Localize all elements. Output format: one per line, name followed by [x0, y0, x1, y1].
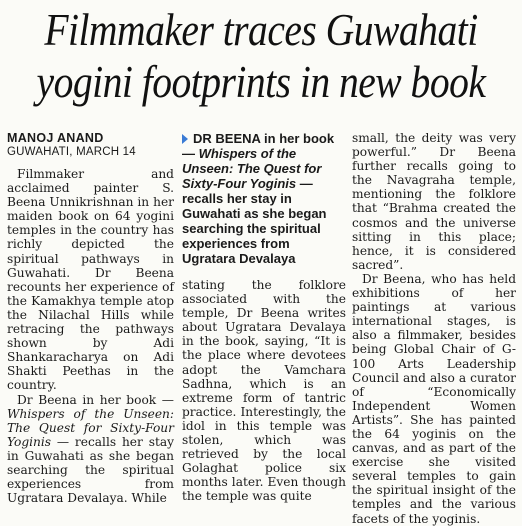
author-byline: MANOJ ANAND [7, 131, 104, 145]
pull-quote-rest: — recalls her stay in Guwahati as she began searching the spiritual experiences from Ugratara Devalaya [182, 176, 327, 266]
pull-quote-marker-icon [182, 134, 188, 144]
paragraph [7, 393, 174, 506]
paragraph-rest: — recalls her stay in Guwahati as she began searching the spiritual experiences from Ugratara Devalaya. While [7, 434, 174, 506]
article-column-1 [7, 131, 174, 505]
paragraph: stating the folklore associated with the temple, Dr Beena writes about Ugratara Devalaya in the book, saying, “It is the place where devotees adopt the Vamchara Sadhna, which is an extreme form of tantric practice. Interestingly, the idol in this temple was stolen, which was retrieved by the local Golaghat police six months later. Even though the temple was quite [182, 278, 346, 504]
pull-quote-name: DR BEENA [193, 131, 261, 146]
article-column-3 [352, 131, 516, 526]
paragraph: Filmmaker and acclaimed painter S. Beena Unnikrishnan in her maiden book on 64 yogini temples in the country has richly depicted the spiritual pathways in Guwahati. Dr Beena recounts her experience of the Kamakhya temple atop the Nilachal Hills while retracing the pathways shown by Adi Shankaracharya on Adi Shakti Peethas in the country. [7, 167, 174, 393]
paragraph: Dr Beena, who has held exhibitions of her paintings at various international stages, is also a filmmaker, besides being Global Chair of G-100 Arts Leadership Council and also a curator of “Economically Independent Women Artists”. She has painted the 64 yoginis on the canvas, and as part of the exercise she visited several temples to gain the spiritual insight of the temples and the various facets of the yoginis. [352, 271, 516, 526]
dateline: GUWAHATI, MARCH 14 [7, 146, 136, 158]
pull-quote-book-title: Whispers of the Unseen: The Quest for Sixty-Four Yoginis [182, 146, 322, 191]
book-title: Whispers of the Unseen: The Quest for Sixty-Four Yoginis [7, 406, 174, 449]
article-column-2 [182, 131, 346, 504]
headline-line-1: Filmmaker traces Guwahati [44, 5, 478, 55]
pull-quote-lead: in her book — [182, 131, 335, 161]
pull-quote [182, 131, 346, 266]
paragraph-lead: Dr Beena in her book — [17, 392, 174, 407]
headline [31, 4, 490, 108]
headline-line-2: yogini footprints in new book [36, 57, 486, 107]
paragraph: small, the deity was very powerful.” Dr Beena further recalls going to the Navagraha temple, mentioning the folklore that “Brahma created the cosmos and the universe sitting in this place; hence, it is considered sacred”. [352, 131, 516, 272]
